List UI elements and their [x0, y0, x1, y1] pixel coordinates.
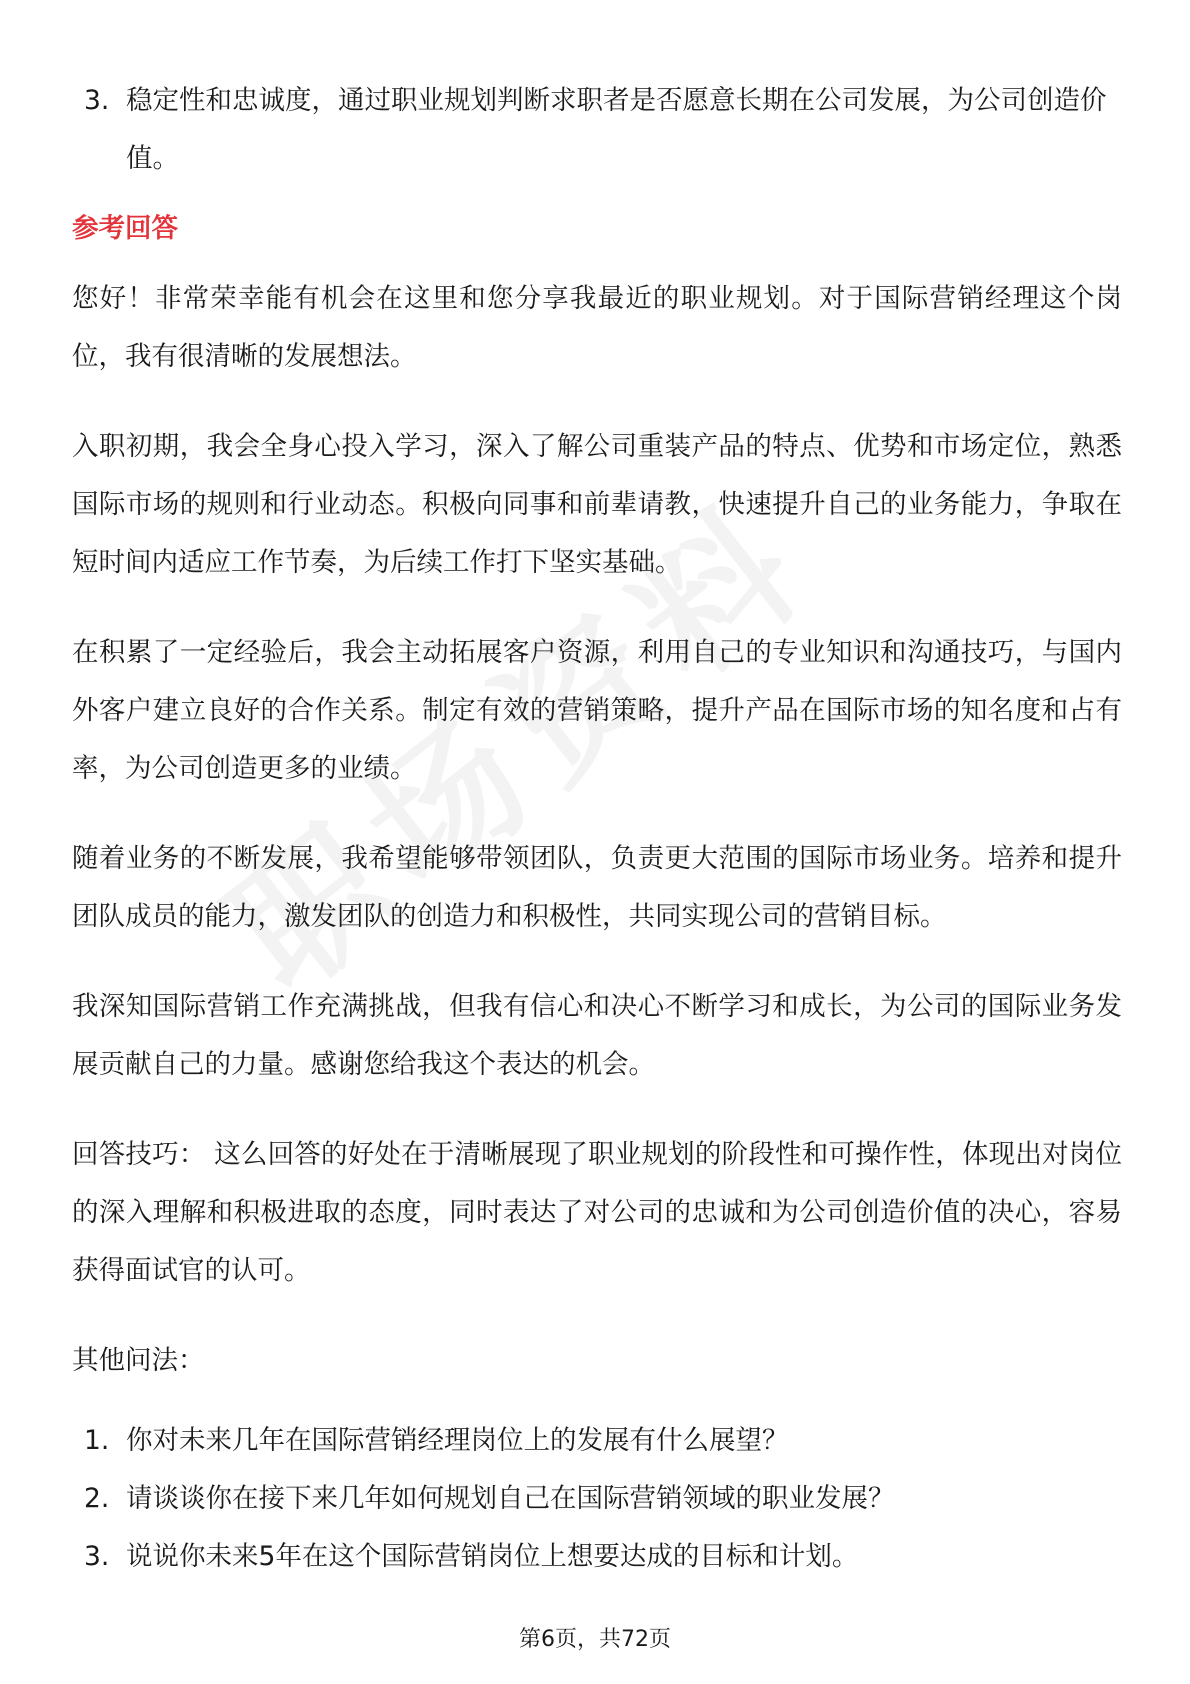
page-content [72, 72, 1122, 1586]
criteria-list [72, 72, 1122, 188]
list-text: 说说你未来5年在这个国际营销岗位上想要达成的目标和计划。 [126, 1541, 859, 1572]
list-item [72, 1470, 1122, 1528]
paragraph-expansion: 在积累了一定经验后，我会主动拓展客户资源，利用自己的专业知识和沟通技巧，与国内外客户建立良好的合作关系。制定有效的营销策略，提升产品在国际市场的知名度和占有率，为公司创造更多的业绩。 [72, 637, 1122, 784]
list-number: 1. [84, 1425, 110, 1456]
list-item [72, 1528, 1122, 1586]
section-heading: 参考回答 [72, 213, 178, 244]
list-item [72, 1412, 1122, 1470]
list-text: 你对未来几年在国际营销经理岗位上的发展有什么展望？ [126, 1425, 789, 1456]
paragraph-other-questions-label: 其他问法： [72, 1345, 205, 1376]
paragraph-onboarding: 入职初期，我会全身心投入学习，深入了解公司重装产品的特点、优势和市场定位，熟悉国际市场的规则和行业动态。积极向同事和前辈请教，快速提升自己的业务能力，争取在短时间内适应工作节奏，为后续工作打下坚实基础。 [72, 431, 1122, 578]
list-item [72, 72, 1122, 188]
paragraph-closing: 我深知国际营销工作充满挑战，但我有信心和决心不断学习和成长，为公司的国际业务发展贡献自己的力量。感谢您给我这个表达的机会。 [72, 991, 1122, 1080]
list-text: 稳定性和忠诚度，通过职业规划判断求职者是否愿意长期在公司发展，为公司创造价值。 [126, 85, 1107, 174]
page-footer: 第6页，共72页 [519, 1627, 671, 1652]
paragraph-tips: 回答技巧： 这么回答的好处在于清晰展现了职业规划的阶段性和可操作性，体现出对岗位的深入理解和积极进取的态度，同时表达了对公司的忠诚和为公司创造价值的决心，容易获得面试官的认可。 [72, 1139, 1122, 1286]
paragraph-greeting: 您好！非常荣幸能有机会在这里和您分享我最近的职业规划。对于国际营销经理这个岗位，我有很清晰的发展想法。 [72, 283, 1122, 372]
list-number: 2. [84, 1483, 110, 1514]
list-number: 3. [84, 85, 110, 116]
list-number: 3. [84, 1541, 110, 1572]
list-text: 请谈谈你在接下来几年如何规划自己在国际营销领域的职业发展？ [126, 1483, 895, 1514]
other-questions-list [72, 1412, 1122, 1586]
paragraph-leadership: 随着业务的不断发展，我希望能够带领团队，负责更大范围的国际市场业务。培养和提升团队成员的能力，激发团队的创造力和积极性，共同实现公司的营销目标。 [72, 843, 1122, 932]
